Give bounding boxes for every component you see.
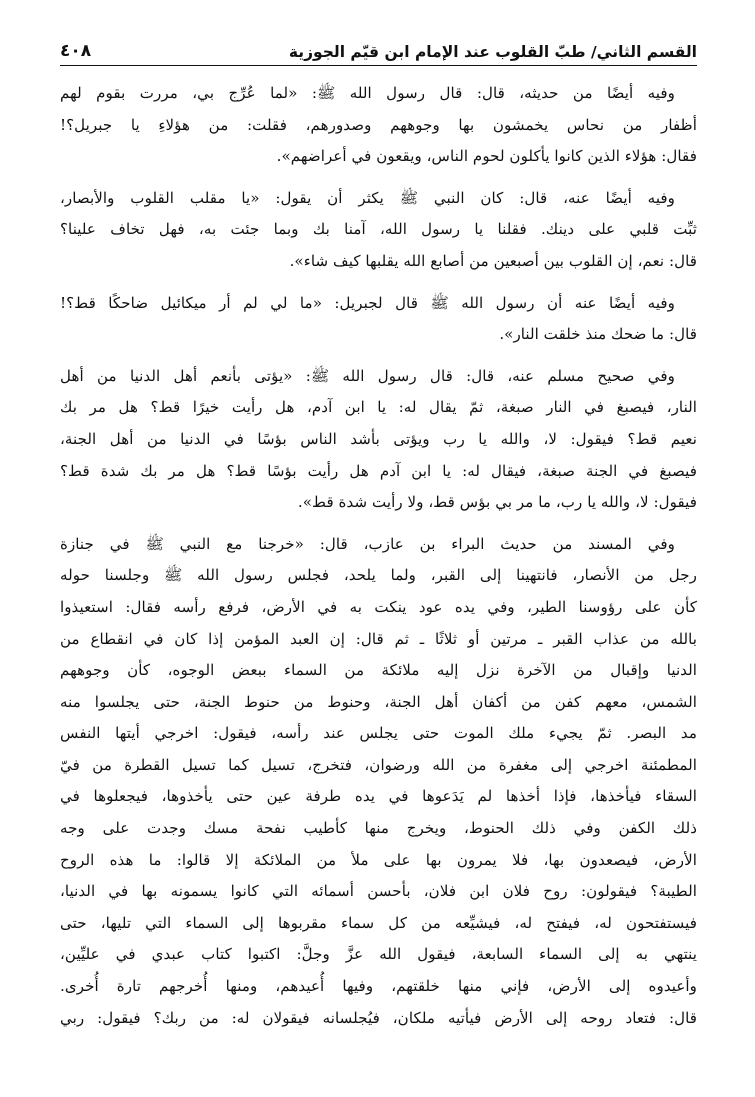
text-line: فقال: هؤلاء الذين كانوا يأكلون لحوم الناس، ويقعون في أعراضهم».: [276, 147, 697, 166]
text-line: وفي صحيح مسلم عنه، قال: قال رسول الله ﷺ: «يؤتى بأنعم أهل الدنيا من أهل: [60, 366, 675, 385]
text-line: السقاء فيأخذها، فإذا أخذها لم يَدَعوها في يده طرفة عين حتى يأخذوها، فيجعلوها في: [60, 787, 697, 806]
text-line: وأعيدوه إلى الأرض، فإني منها خلقتهم، وفيها أُعيدهم، ومنها أُخرجهم تارة أُخرى.: [60, 977, 697, 996]
text-line: بالله من عذاب القبر ـ مرتين أو ثلاثًا ـ ثم قال: إن العبد المؤمن إذا كان في انقطاع من: [60, 629, 697, 648]
page-number: ٤٠٨: [60, 41, 92, 61]
text-line: النار، فيصبغ في النار صبغة، ثمّ يقال له: يا ابن آدم، هل رأيت خيرًا قط؟ هل مر بك: [60, 398, 697, 417]
text-line: وفي المسند من حديث البراء بن عازب، قال: «خرجنا مع النبي ﷺ في جنازة: [60, 534, 675, 553]
text-line: ثبِّت قلبي على دينك. فقلنا يا رسول الله، آمنا بك وبما جئت به، فهل تخاف علينا؟: [60, 220, 697, 239]
text-line: الطيبة؟ فيقولون: روح فلان ابن فلان، بأحسن أسمائه التي كانوا يسمونه بها في الدنيا،: [60, 882, 697, 901]
text-line: وفيه أيضًا عنه أن رسول الله ﷺ قال لجبريل: «ما لي لم أر ميكائيل ضاحكًا قط؟!: [60, 293, 675, 312]
text-line: الأرض، فيصعدون بها، فلا يمرون بها على ملأ من الملائكة إلا قالوا: ما هذه الروح: [60, 850, 697, 869]
body-text: [60, 78, 697, 1034]
text-line: أظفار من نحاس يخمشون بها وجوههم وصدورهم، فقلت: من هؤلاءِ يا جبريل؟!: [60, 115, 697, 134]
paragraph-2: [60, 183, 697, 278]
text-line: المطمئنة اخرجي إلى مغفرة من الله ورضوان، فتخرج، تسيل كما تسيل القطرة من فيّ: [60, 755, 697, 774]
text-line: نعيم قط؟ فيقول: لا، والله يا رب ويؤتى بأشد الناس بؤسًا في الدنيا من أهل الجنة،: [60, 429, 697, 448]
text-line: الشمس، معهم كفن من أكفان أهل الجنة، وحنوط من حنوط الجنة، حتى يجلسوا منه: [60, 692, 697, 711]
text-line: رجل من الأنصار، فانتهينا إلى القبر، ولما يلحد، فجلس رسول الله ﷺ وجلسنا حوله: [60, 566, 697, 585]
paragraph-4: [60, 361, 697, 519]
text-line: ينتهي به إلى السماء السابعة، فيقول الله عزَّ وجلَّ: اكتبوا كتاب عبدي في عليِّين،: [60, 945, 697, 964]
running-title: القسم الثاني/ طبّ القلوب عند الإمام ابن قيّم الجوزية: [288, 43, 697, 61]
text-line: مد البصر. ثمّ يجيء ملك الموت حتى يجلس عند رأسه، فيقول: اخرجي أيتها النفس: [60, 724, 697, 743]
text-line: قال: نعم، إن القلوب بين أصبعين من أصابع الله يقلبها كيف شاء».: [289, 251, 697, 270]
text-line: فيستفتحون له، فيفتح له، فيشيِّعه من كل سماء مقربوها إلى السماء التي تليها، حتى: [60, 913, 697, 932]
paragraph-5: [60, 529, 697, 1035]
running-header: [60, 32, 697, 66]
paragraph-1: [60, 78, 697, 173]
text-line: وفيه أيضًا عنه، قال: كان النبي ﷺ يكثر أن يقول: «يا مقلب القلوب والأبصار،: [60, 188, 675, 207]
paragraph-3: [60, 288, 697, 351]
text-line: كأن على رؤوسنا الطير، وفي يده عود ينكت به في الأرض، فرفع رأسه فقال: استعيذوا: [60, 597, 697, 616]
text-line: ذلك الكفن وفي ذلك الحنوط، ويخرج منها كأطيب نفحة مسك وجدت على وجه: [60, 819, 697, 838]
text-line: وفيه أيضًا من حديثه، قال: قال رسول الله ﷺ: «لما عُرِّج بي، مررت بقوم لهم: [60, 84, 675, 102]
text-line: قال: فتعاد روحه إلى الأرض فيأتيه ملكان، فيُجلسانه فيقولان له: من ربك؟ فيقول: ربي: [60, 1008, 697, 1027]
text-line: قال: ما ضحك منذ خلقت النار».: [499, 325, 697, 344]
text-line: فيقول: لا، والله يا رب، ما مر بي بؤس قط، ولا رأيت شدة قط».: [297, 493, 697, 512]
text-line: الدنيا وإقبال من الآخرة نزل إليه ملائكة من السماء ببعض الوجوه، كأن وجوههم: [60, 661, 697, 680]
text-line: فيصبغ في الجنة صبغة، فيقال له: يا ابن آدم هل رأيت بؤسًا قط؟ هل مر بك شدة قط؟: [60, 461, 697, 480]
